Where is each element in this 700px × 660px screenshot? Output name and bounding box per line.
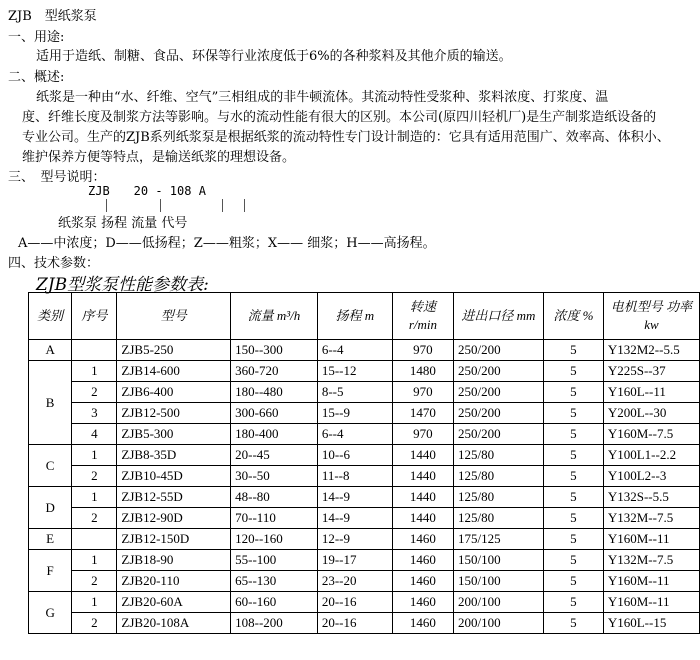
cell-concentration: 5 [543,361,603,382]
cell-head: 15--12 [317,361,392,382]
cell-model: ZJB18-90 [117,550,231,571]
cell-category: A [29,340,72,361]
table-row [29,550,700,571]
cell-flow: 120--160 [231,529,318,550]
cell-concentration: 5 [543,613,603,634]
cell-concentration: 5 [543,445,603,466]
table-row [29,382,700,403]
cell-motor: Y132S--5.5 [603,487,699,508]
cell-flow: 55--100 [231,550,318,571]
cell-speed: 1440 [392,466,453,487]
document-title: ZJB 型纸浆泵 [8,9,97,24]
cell-flow: 60--160 [231,592,318,613]
cell-speed: 1440 [392,445,453,466]
header-category: 类别 [29,293,72,340]
table-row [29,361,700,382]
cell-flow: 180-400 [231,424,318,445]
cell-flow: 20--45 [231,445,318,466]
cell-flow: 108--200 [231,613,318,634]
cell-flow: 180--480 [231,382,318,403]
cell-motor: Y160L--15 [603,613,699,634]
cell-head: 14--9 [317,508,392,529]
cell-flow: 48--80 [231,487,318,508]
cell-motor: Y100L2--3 [603,466,699,487]
cell-diameter: 250/200 [453,403,543,424]
table-row [29,466,700,487]
cell-seq: 1 [72,550,117,571]
cell-seq: 2 [72,508,117,529]
table-row [29,487,700,508]
cell-motor: Y160M--7.5 [603,424,699,445]
cell-category: B [29,361,72,445]
cell-flow: 30--50 [231,466,318,487]
cell-head: 11--8 [317,466,392,487]
cell-diameter: 150/100 [453,571,543,592]
cell-flow: 70--110 [231,508,318,529]
table-row [29,529,700,550]
header-seq: 序号 [72,293,117,340]
cell-head: 20--16 [317,613,392,634]
cell-category: F [29,550,72,592]
model-code-divider [222,199,223,212]
cell-motor: Y160M--11 [603,571,699,592]
use-text: 适用于造纸、制糖、食品、环保等行业浓度低于6%的各种浆料及其他介质的输送。 [36,49,512,64]
section-heading-overview: 二、概述: [8,70,65,85]
cell-category: C [29,445,72,487]
overview-line-1: 纸浆是一种由“水、纤维、空气”三相组成的非牛顿流体。其流动特性受浆种、浆料浓度、打浆度、温 [36,90,609,105]
cell-model: ZJB12-150D [117,529,231,550]
cell-motor: Y132M--7.5 [603,550,699,571]
section-heading-use: 一、用途: [8,30,65,45]
header-model: 型号 [117,293,231,340]
cell-seq: 2 [72,613,117,634]
cell-seq: 1 [72,445,117,466]
cell-motor: Y132M2--5.5 [603,340,699,361]
model-code-divider [106,199,107,212]
cell-diameter: 200/100 [453,592,543,613]
cell-speed: 1470 [392,403,453,424]
cell-speed: 1460 [392,592,453,613]
table-header-row [29,293,700,340]
header-concentration: 浓度 % [543,293,603,340]
cell-model: ZJB20-60A [117,592,231,613]
model-code-example: ZJB 20 - 108 A [88,184,206,198]
cell-motor: Y100L1--2.2 [603,445,699,466]
cell-head: 6--4 [317,424,392,445]
cell-motor: Y160M--11 [603,592,699,613]
cell-speed: 1460 [392,550,453,571]
cell-head: 6--4 [317,340,392,361]
cell-seq [72,529,117,550]
cell-flow: 65--130 [231,571,318,592]
cell-seq: 4 [72,424,117,445]
header-head: 扬程 m [317,293,392,340]
table-title: ZJB型浆泵性能参数表: [36,275,209,295]
cell-head: 20--16 [317,592,392,613]
cell-head: 12--9 [317,529,392,550]
cell-model: ZJB5-250 [117,340,231,361]
cell-concentration: 5 [543,592,603,613]
cell-model: ZJB20-110 [117,571,231,592]
cell-model: ZJB12-90D [117,508,231,529]
table-row [29,613,700,634]
table-body [29,340,700,634]
cell-head: 15--9 [317,403,392,424]
cell-concentration: 5 [543,550,603,571]
cell-model: ZJB12-500 [117,403,231,424]
table-row [29,403,700,424]
cell-speed: 970 [392,340,453,361]
table-row [29,424,700,445]
cell-seq: 3 [72,403,117,424]
cell-flow: 150--300 [231,340,318,361]
section-heading-model: 三、 型号说明： [8,170,106,185]
header-diameter: 进出口径 mm [453,293,543,340]
cell-flow: 360-720 [231,361,318,382]
cell-concentration: 5 [543,466,603,487]
cell-speed: 970 [392,382,453,403]
cell-category: E [29,529,72,550]
cell-seq: 2 [72,382,117,403]
table-row [29,592,700,613]
cell-speed: 1460 [392,613,453,634]
cell-head: 10--6 [317,445,392,466]
cell-seq: 2 [72,466,117,487]
header-flow: 流量 m³/h [231,293,318,340]
cell-concentration: 5 [543,508,603,529]
cell-motor: Y132M--7.5 [603,508,699,529]
header-motor: 电机型号 功率kw [603,293,699,340]
cell-head: 8--5 [317,382,392,403]
model-code-divider [244,199,245,212]
section-heading-tech: 四、技术参数： [8,256,100,271]
overview-line-3: 专业公司。生产的ZJB系列纸浆泵是根据纸浆的流动特性专门设计制造的：它具有适用范围广、效率高、体积小、 [22,130,670,145]
cell-concentration: 5 [543,529,603,550]
cell-seq: 2 [72,571,117,592]
cell-diameter: 250/200 [453,382,543,403]
table-row [29,508,700,529]
cell-speed: 1460 [392,571,453,592]
cell-diameter: 125/80 [453,508,543,529]
cell-seq: 1 [72,592,117,613]
performance-table [28,292,700,634]
overview-line-2: 度、纤维长度及制浆方法等影响。与水的流动性能有很大的区别。本公司(原四川轻机厂)是生产制浆造纸设备的 [22,110,657,125]
cell-diameter: 200/100 [453,613,543,634]
cell-model: ZJB12-55D [117,487,231,508]
cell-speed: 1460 [392,529,453,550]
cell-seq [72,340,117,361]
cell-category: D [29,487,72,529]
model-code-legend: A——中浓度；D——低扬程；Z——粗浆；X—— 细浆；H——高扬程。 [18,236,436,251]
cell-motor: Y225S--37 [603,361,699,382]
cell-seq: 1 [72,487,117,508]
cell-concentration: 5 [543,487,603,508]
cell-model: ZJB8-35D [117,445,231,466]
cell-speed: 1440 [392,487,453,508]
cell-model: ZJB10-45D [117,466,231,487]
cell-diameter: 250/200 [453,361,543,382]
model-code-divider [160,199,161,212]
cell-motor: Y160L--11 [603,382,699,403]
cell-speed: 1440 [392,508,453,529]
cell-speed: 1480 [392,361,453,382]
cell-diameter: 125/80 [453,487,543,508]
cell-head: 23--20 [317,571,392,592]
cell-motor: Y200L--30 [603,403,699,424]
overview-line-4: 维护保养方便等特点，是输送纸浆的理想设备。 [22,150,296,165]
cell-category: G [29,592,72,634]
cell-model: ZJB6-400 [117,382,231,403]
cell-concentration: 5 [543,382,603,403]
cell-head: 14--9 [317,487,392,508]
cell-concentration: 5 [543,403,603,424]
cell-concentration: 5 [543,340,603,361]
cell-model: ZJB5-300 [117,424,231,445]
cell-model: ZJB14-600 [117,361,231,382]
table-row [29,445,700,466]
cell-diameter: 125/80 [453,445,543,466]
cell-seq: 1 [72,361,117,382]
cell-speed: 970 [392,424,453,445]
table-row [29,340,700,361]
cell-diameter: 150/100 [453,550,543,571]
table-row [29,571,700,592]
cell-head: 19--17 [317,550,392,571]
header-speed: 转速r/min [392,293,453,340]
cell-diameter: 125/80 [453,466,543,487]
cell-model: ZJB20-108A [117,613,231,634]
cell-diameter: 175/125 [453,529,543,550]
cell-motor: Y160M--11 [603,529,699,550]
cell-flow: 300-660 [231,403,318,424]
cell-diameter: 250/200 [453,340,543,361]
cell-concentration: 5 [543,424,603,445]
cell-concentration: 5 [543,571,603,592]
cell-diameter: 250/200 [453,424,543,445]
model-code-parts: 纸浆泵 扬程 流量 代号 [58,216,188,231]
